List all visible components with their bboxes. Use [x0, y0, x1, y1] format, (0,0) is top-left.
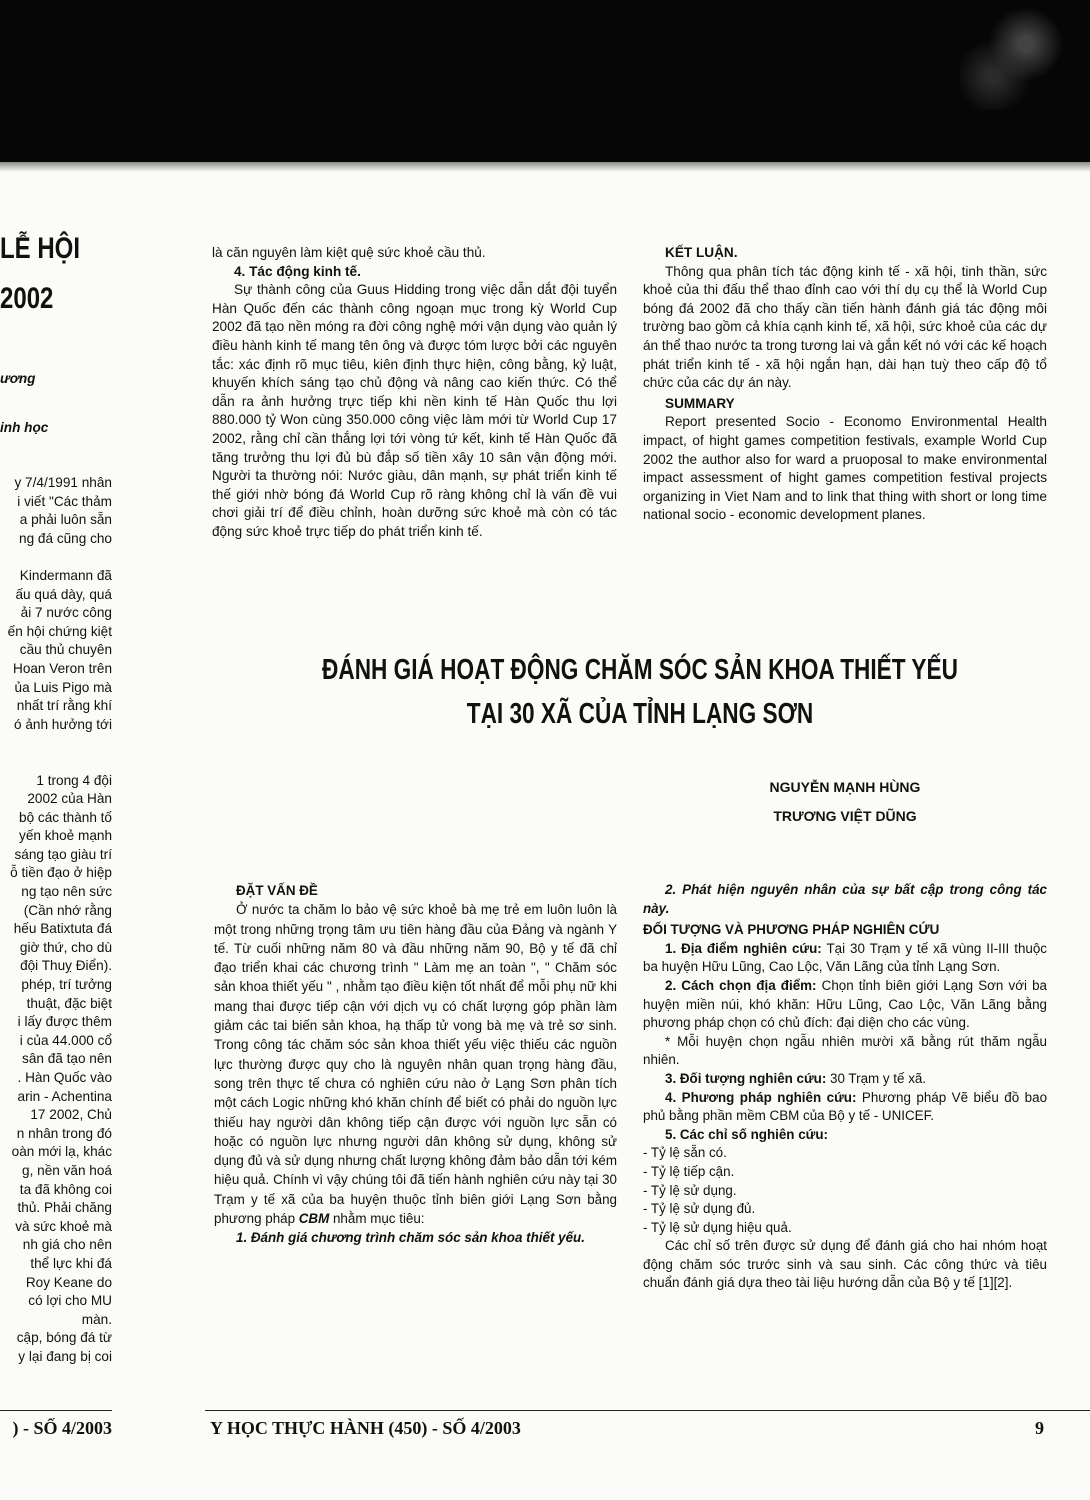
left-fragment-line: ó ảnh hưởng tới	[14, 716, 112, 732]
page-number: 9	[1035, 1418, 1044, 1438]
left-fragment-line	[0, 548, 112, 567]
scan-speckle	[960, 0, 1070, 110]
left-fragment-line: ỗ tiền đạo ở hiệp	[10, 865, 112, 881]
left-fragment-line: . Hàn Quốc vào	[17, 1070, 112, 1085]
method-closing: Các chỉ số trên được sử dụng để đánh giá cho hai nhóm hoạt động chăm sóc trước sinh và sau sinh. Các công thức và tiêu chuẩn đánh giá dựa theo tài liệu hướng dẫn của Bộ y tế [1][2].	[643, 1238, 1047, 1291]
scanned-band-edge	[0, 150, 1090, 172]
left-fragment-line: arin - Achentina	[17, 1088, 112, 1104]
footer-journal: Y HỌC THỰC HÀNH (450) - SỐ 4/2003	[210, 1418, 521, 1438]
method-item-2-note: * Mỗi huyện chọn ngẫu nhiên mười xã bằng rút thăm ngẫu nhiên.	[643, 1033, 1047, 1068]
left-fragment-line: màn.	[81, 1311, 112, 1327]
objective-1: 1. Đánh giá chương trình chăm sóc sản khoa thiết yếu.	[236, 1230, 585, 1246]
left-fragment-line: phép, trí tưởng	[21, 977, 112, 993]
left-fragment-line: i viết "Các thảm	[17, 493, 112, 509]
middle-top-column	[212, 244, 617, 542]
footer-left: ) - SỐ 4/2003	[12, 1418, 112, 1438]
left-fragment-line: sân đã tạo nên	[22, 1051, 112, 1067]
left-fragment-line: a phải luôn sẵn	[19, 512, 112, 528]
method-item-1: 1. Địa điểm nghiên cứu: Tại 30 Trạm y tế xã vùng II-III thuộc ba huyện Hữu Lũng, Cao Lộc, Văn Lãng của tỉnh Lạng Sơn.	[643, 940, 1047, 975]
left-fragment-line: bộ các thành tố	[19, 809, 112, 825]
method-item-2: 2. Cách chọn địa điểm: Chọn tỉnh biên giới Lạng Sơn với ba huyện miền núi, khó khăn: Hữu Lũng, Cao Lộc, Văn Lãng bằng phương pháp chọn có chủ đích: đại diện cho các vùng.	[643, 977, 1048, 1031]
article-title	[297, 648, 983, 736]
left-fragment-line: ng đá cũng cho	[19, 530, 112, 546]
article-title-line1: ĐÁNH GIÁ HOẠT ĐỘNG CHĂM SÓC SẢN KHOA THIẾT YẾU	[322, 654, 958, 686]
left-fragment-line: ng tạo nên sức	[21, 884, 112, 900]
economic-impact-body: Sự thành công của Guus Hidding trong việc dẫn dắt đội tuyển Hàn Quốc đến các thành công ngoạn mục trong kỳ World Cup 2002 đã tạo nền móng ra đời công nghệ mới vận dụng vào quản lý điều hành kinh tế mang tên ông và được tóm lược bởi các nguyên tắc: xác định rõ mục tiêu, kiên định thực hiện, công bằng, kỷ luật, khuyến khích sáng tạo chủ động và nâng cao kiến thức. Có thể dẫn ra ảnh hưởng trực tiếp khi nền kinh tế Hàn Quốc thu lợi 880.000 tỷ Won cùng 350.000 công việc làm mới từ World Cup 17 2002, rằng chỉ cần thắng lợi tới vòng tứ kết, kinh tế Hàn Quốc đã tăng trưởng thu lợi đủ bù đắp số tiền xây 10 sân vận động mới. Người ta thường nói: Nước giàu, dân mạnh, sự phát triển kinh tế thế giới nhờ bóng đá World Cup rõ ràng không chỉ là vấn đề vui chơi giải trí để điều chỉnh, hoàn dưỡng sức khoẻ mà còn có tác động sức khoẻ trực tiếp do phát triển kinh tế.	[212, 282, 617, 539]
left-fragment-line: ấu quá dày, quá	[15, 586, 112, 602]
left-fragment-line: oàn mới lạ, khác	[11, 1144, 112, 1160]
left-fragment-line: có lợi cho MU	[28, 1293, 112, 1309]
problem-heading: ĐẶT VẤN ĐỀ	[236, 883, 318, 898]
author-1: NGUYỄN MẠNH HÙNG	[769, 779, 921, 795]
economic-impact-heading: 4. Tác động kinh tế.	[234, 263, 361, 279]
left-fragment-line: i của 44.000 cổ	[19, 1032, 112, 1048]
left-fragment-line: thể lực khi đá	[30, 1255, 112, 1271]
left-fragment-line: 2002 của Hàn	[27, 791, 112, 807]
method-item-5: 5. Các chỉ số nghiên cứu:	[665, 1126, 828, 1142]
middle-bottom-column	[214, 881, 617, 1248]
left-fragment-line: thủ. Phải chăng	[17, 1200, 112, 1216]
middle-lead: là căn nguyên làm kiệt quệ sức khoẻ cầu thủ.	[212, 245, 486, 260]
footer-rule	[205, 1410, 1090, 1411]
footer-rule-left	[0, 1410, 112, 1411]
conclusion-body: Thông qua phân tích tác động kinh tế - xã hội, tinh thần, sức khoẻ của thi đấu thể thao đỉnh cao với thí dụ cụ thể là World Cup bóng đá 2002 đã cho thấy cần tiến hành đánh giá tác động môi trường bao gồm cả khía cạnh kinh tế, xã hội, sức khoẻ của các dự án thể thao nước ta trong tương lai và gắn kết nó với các kế hoạch phát triển kinh tế - xã hội ngắn hạn, dài hạn tuỳ theo cấp độ tổ chức của các dự án này.	[643, 263, 1047, 391]
left-fragment-line: ta đã không coi	[19, 1181, 112, 1197]
left-fragment-line: i lấy được thêm	[17, 1014, 112, 1030]
left-fragment-line: Hoan Veron trên	[13, 660, 112, 676]
objective-2: 2. Phát hiện nguyên nhân của sự bất cập trong công tác này.	[643, 882, 1047, 916]
article-title-line2: TẠI 30 XÃ CỦA TỈNH LẠNG SƠN	[466, 698, 814, 730]
left-fragment-line: n nhân trong đó	[16, 1125, 112, 1141]
scanned-dark-band	[0, 0, 1090, 162]
author-2: TRƯƠNG VIỆT DŨNG	[773, 808, 917, 824]
left-fragment-line	[0, 753, 112, 772]
left-fragment-line: giờ thứ, cho dù	[19, 939, 112, 955]
left-fragment-line: và sức khoẻ mà	[15, 1218, 112, 1234]
left-fragment-line: ủa Luis Pigo mà	[14, 679, 112, 695]
left-fragment-line: 17 2002, Chủ	[30, 1107, 112, 1123]
left-fragment-line: cầu thủ chuyên	[19, 642, 112, 658]
left-fragment-line: y 7/4/1991 nhân	[14, 475, 112, 490]
right-bottom-column	[643, 881, 1047, 1293]
indicator-item: - Tỷ lệ sử dụng đủ.	[643, 1201, 756, 1217]
left-fragment-line: Roy Keane do	[25, 1274, 112, 1290]
left-author1: ương	[0, 371, 36, 386]
indicator-item: - Tỷ lệ tiếp cận.	[643, 1163, 735, 1179]
left-fragment-line: (Cần nhớ rằng	[23, 902, 112, 918]
left-fragment-line: y lại đang bị coi	[18, 1348, 112, 1364]
left-fragment-line: yến khoẻ mạnh	[19, 828, 112, 844]
left-fragment-line: sáng tạo giàu trí	[14, 846, 112, 862]
left-fragment-line: Kindermann đã	[19, 567, 112, 583]
methods-heading: ĐỐI TƯỢNG VÀ PHƯƠNG PHÁP NGHIÊN CỨU	[643, 922, 940, 938]
article-authors	[740, 773, 950, 831]
left-fragment-line: đội Thuỵ Điển).	[20, 958, 112, 974]
method-item-4: 4. Phương pháp nghiên cứu: Phương pháp Vẽ biểu đồ bao phủ bằng phần mềm CBM của Bộ y tế - UNICEF.	[643, 1089, 1048, 1124]
left-title-line2: 2002	[0, 282, 54, 315]
indicator-item: - Tỷ lệ sử dụng hiệu quả.	[643, 1219, 792, 1235]
conclusion-heading: KẾT LUẬN.	[665, 245, 738, 260]
left-author2: inh học	[0, 420, 49, 435]
left-title-line1: LỄ HỘI	[0, 232, 81, 265]
left-fragment-line: nhất trí rằng khí	[16, 698, 112, 714]
method-item-3: 3. Đối tượng nghiên cứu: 30 Trạm y tế xã.	[665, 1070, 927, 1086]
left-fragment-line: hếu Batixtuta đá	[13, 921, 112, 937]
left-fragment-line: 1 trong 4 đội	[36, 772, 112, 788]
left-fragment-line: g, nền văn hoá	[22, 1162, 112, 1178]
left-fragment-line	[0, 734, 112, 753]
summary-heading: SUMMARY	[665, 395, 735, 411]
left-column-fragments	[0, 474, 112, 1367]
indicator-item: - Tỷ lệ sẵn có.	[643, 1145, 727, 1161]
summary-body: Report presented Socio - Economo Environmental Health impact, of hight games competition festivals, example World Cup 2002 the author also for ward a pruoposal to make environmental impact assessment of hight games competition festival projects organizing in Viet Nam and to link that thing with short or long time national socio - economic development planes.	[643, 414, 1047, 523]
problem-body: Ở nước ta chăm lo bảo vệ sức khoẻ bà mẹ trẻ em luôn luôn là một trong những trọng tâm ưu tiên hàng đầu của Đảng và ngành Y tế. Từ cuối những năm 80 và đầu những năm 90, Bộ y tế đã chỉ đạo triển khai các chương trình " Làm mẹ an toàn ", " Chăm sóc sản khoa thiết yếu " , nhằm tạo điều kiện tốt nhất để mỗi phụ nữ khi mang thai được tiếp cận với dịch vụ có chất lượng góp phần làm giảm các tai biến sản khoa, hạ thấp tử vong bà mẹ và trẻ sơ sinh. Trong công tác chăm sóc sản khoa thiết yếu việc thiếu các nguồn lực thường được quy cho là nguyên nhân quan trọng hàng đầu, song trên thực tế chưa có nghiên cứu nào ở Lạng Sơn phân tích một cách Logic những khó khăn chính để biết có phải do nguồn lực thiếu hay người dân không tiếp cận được với nguồn lực sẵn có hoặc có nguồn lực nhưng người dân không sử dụng, không sử dụng đủ và sử dụng nhưng chất lượng không đảm bảo dẫn tới kém hiệu quả. Chính vì vậy chúng tôi đã tiến hành nghiên cứu này tại 30 Trạm y tế xã của ba huyện thuộc tỉnh biên giới Lạng Sơn bằng phương pháp CBM nhằm mục tiêu:	[214, 902, 617, 1227]
indicator-list	[643, 1144, 1047, 1237]
left-fragment-line: ải 7 nước công	[20, 605, 112, 621]
left-fragment-line: cập, bóng đá từ	[16, 1330, 112, 1346]
indicator-item: - Tỷ lệ sử dụng.	[643, 1182, 737, 1198]
right-top-column	[643, 244, 1047, 525]
left-fragment-line: ến hội chứng kiệt	[7, 623, 112, 639]
left-fragment-line: thuật, đặc biệt	[26, 995, 112, 1011]
left-fragment-line: nh giá cho nên	[22, 1237, 112, 1253]
